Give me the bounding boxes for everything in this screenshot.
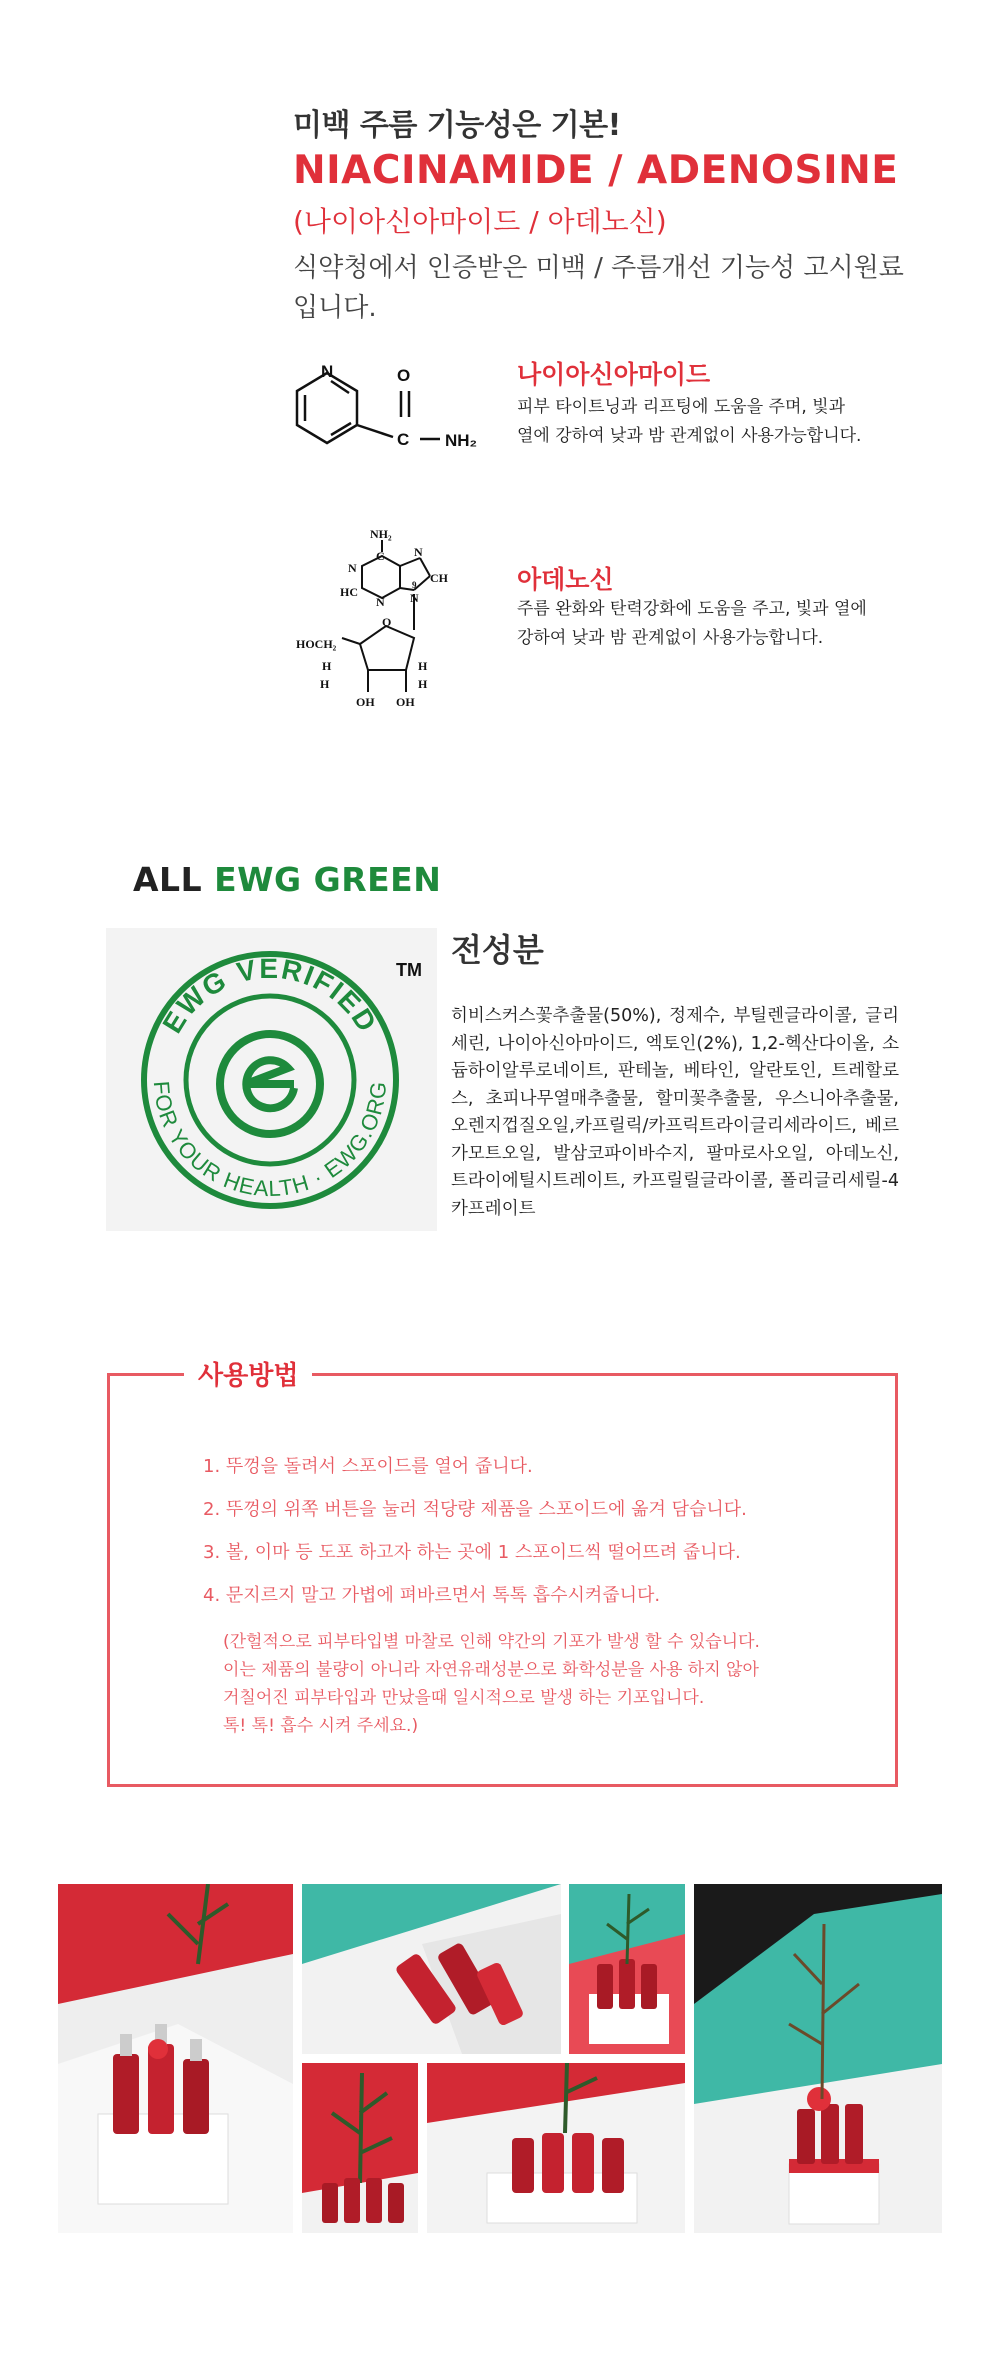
- o-label: O: [382, 615, 392, 629]
- product-photo-2: [302, 1884, 561, 2054]
- n-label-4: N: [376, 595, 385, 609]
- niacinamide-title: 나이아신아마이드: [517, 360, 711, 389]
- oh-label-2: OH: [396, 695, 415, 709]
- ewg-heading-green: EWG GREEN: [214, 860, 442, 899]
- intro-description: 식약청에서 인증받은 미백 / 주름개선 기능성 고시원료 입니다.: [293, 253, 904, 323]
- intro-title: NIACINAMIDE / ADENOSINE: [293, 148, 899, 193]
- ewg-verified-logo: [106, 928, 437, 1231]
- h-label-3: H: [418, 659, 428, 673]
- nh2-label: NH₂: [370, 527, 392, 541]
- ewg-heading: [133, 860, 441, 899]
- product-photo-1: [58, 1884, 293, 2233]
- ewg-e-icon: [220, 1034, 320, 1134]
- ewg-logo-bottom-text: FOR YOUR HEALTH · EWG.ORG: [148, 1079, 392, 1202]
- usage-note-line-2: 이는 제품의 불량이 아니라 자연유래성분으로 화학성분을 사용 하지 않아: [223, 1660, 759, 1680]
- usage-step-3: 3. 볼, 이마 등 도포 하고자 하는 곳에 1 스포이드씩 떨어뜨려 줍니다.: [203, 1542, 741, 1563]
- c-atom: C: [397, 430, 410, 449]
- ewg-tm: TM: [396, 960, 422, 980]
- full-ingredients-list: 히비스커스꽃추출물(50%), 정제수, 부틸렌글라이콜, 글리세린, 나이아신아마이드, 엑토인(2%), 1,2-헥산다이올, 소듐하이알루로네이트, 판테놀, 베타인, 알란토인, 트레할로스, 초피나무열매추출물, 할미꽃추출물, 우스니아추출물, 오렌지껍질오일,카프릴릭/카프릭트라이글리세라이드, 베르가모트오일, 발삼코파이바수지, 팔마로사오일, 아데노신, 트라이에틸시트레이트, 카프릴릴글라이콜, 폴리글리세릴-4카프레이트: [451, 1006, 899, 1219]
- n-label-1: N: [348, 561, 357, 575]
- h-label-4: H: [418, 677, 428, 691]
- n-atom: N: [321, 362, 334, 381]
- ewg-logo-top-text: EWG VERIFIED: [156, 952, 384, 1039]
- adenosine-line-1: 주름 완화와 탄력강화에 도움을 주고, 빛과 열에: [517, 599, 867, 619]
- o-atom: O: [397, 366, 411, 385]
- ewg-heading-all: ALL: [133, 860, 203, 899]
- usage-note-line-1: (간헐적으로 피부타입별 마찰로 인해 약간의 기포가 발생 할 수 있습니다.: [223, 1632, 760, 1652]
- usage-note: [223, 1628, 760, 1740]
- adenosine-structure: [290, 520, 470, 740]
- ewg-logo-panel: [106, 928, 437, 1231]
- usage-step-4: 4. 문지르지 말고 가볍에 펴바르면서 톡톡 흡수시켜줍니다.: [203, 1585, 661, 1606]
- product-photo-5: [427, 2063, 685, 2233]
- n-label-3: N: [410, 591, 419, 605]
- adenosine-title: 아데노신: [517, 565, 614, 594]
- usage-note-line-3: 거칠어진 피부타입과 만났을때 일시적으로 발생 하는 기포입니다.: [223, 1688, 705, 1708]
- product-photo-6: [694, 1884, 942, 2233]
- full-ingredients-title: 전성분: [451, 931, 544, 969]
- hoch2-label: HOCH₂: [296, 637, 337, 651]
- h-label-2: H: [320, 677, 330, 691]
- oh-label-1: OH: [356, 695, 375, 709]
- n-label-2: N: [414, 545, 423, 559]
- intro-subtitle: (나이아신아마이드 / 아데노신): [293, 205, 667, 238]
- niacinamide-line-1: 피부 타이트닝과 리프팅에 도움을 주며, 빛과: [517, 397, 846, 417]
- usage-title: 사용방법: [184, 1355, 312, 1392]
- product-photo-3: [569, 1884, 685, 2054]
- hc-label: HC: [340, 585, 358, 599]
- niacinamide-line-2: 열에 강하여 낮과 밤 관계없이 사용가능합니다.: [517, 426, 862, 446]
- svg-text:FOR YOUR HEALTH · EWG.ORG: [149, 1080, 392, 1201]
- ch-label: CH: [430, 571, 448, 585]
- h-label-1: H: [322, 659, 332, 673]
- product-photo-4: [302, 2063, 418, 2233]
- usage-step-1: 1. 뚜껑을 돌려서 스포이드를 열어 줍니다.: [203, 1456, 533, 1477]
- niacinamide-structure: [285, 355, 495, 465]
- usage-note-line-4: 톡! 톡! 흡수 시켜 주세요.): [223, 1716, 419, 1736]
- nh2-group: NH₂: [445, 431, 478, 450]
- adenosine-line-2: 강하여 낮과 밤 관계없이 사용가능합니다.: [517, 628, 824, 648]
- usage-step-2: 2. 뚜껑의 위쪽 버튼을 눌러 적당량 제품을 스포이드에 옮겨 담습니다.: [203, 1499, 747, 1520]
- nine-label: 9: [412, 580, 417, 590]
- intro-heading: 미백 주름 기능성은 기본!: [293, 108, 621, 143]
- c-label-1: C: [376, 549, 385, 563]
